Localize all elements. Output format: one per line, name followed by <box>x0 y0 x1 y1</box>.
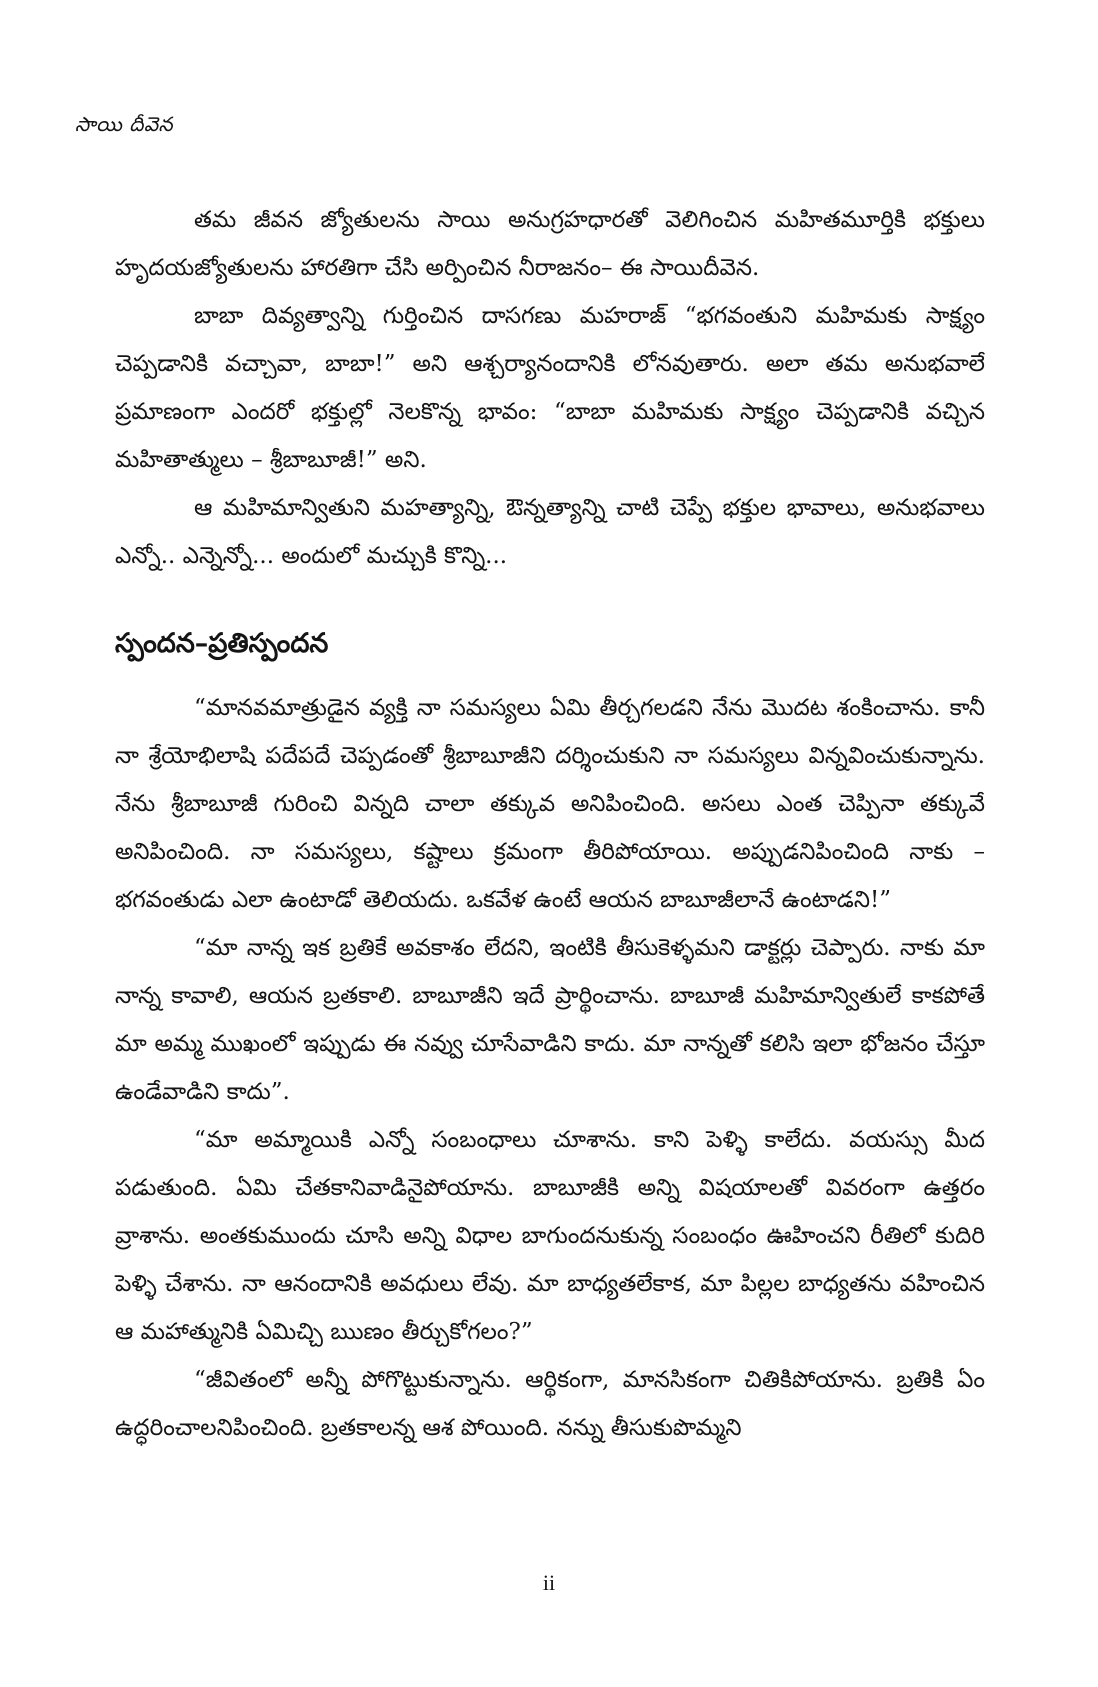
intro-paragraph: బాబా దివ్యత్వాన్ని గుర్తించిన దాసగణు మహరాజ్ “భగవంతుని మహిమకు సాక్ష్యం చెప్పడానికి వచ్చావా, బాబా!” అని ఆశ్చర్యానందానికి లోనవుతారు. అలా తమ అనుభవాలే ప్రమాణంగా ఎందరో భక్తుల్లో నెలకొన్న భావం: “బాబా మహిమకు సాక్ష్యం చెప్పడానికి వచ్చిన మహితాత్ములు – శ్రీబాబూజీ!” అని. <box>115 303 985 473</box>
page-number: ii <box>542 1570 556 1595</box>
running-header-title: సాయి దీవెన <box>75 112 174 136</box>
intro-paragraph: తమ జీవన జ్యోతులను సాయి అనుగ్రహధారతో వెలిగించిన మహితమూర్తికి భక్తులు హృదయజ్యోతులను హారతిగా చేసి అర్పించిన నీరాజనం– ఈ సాయిదీవెన. <box>115 207 985 281</box>
page-body <box>115 196 985 1452</box>
testimonial-paragraph: “మానవమాత్రుడైన వ్యక్తి నా సమస్యలు ఏమి తీర్చగలడని నేను మొదట శంకించాను. కానీ నా శ్రేయోభిలాషి పదేపదే చెప్పడంతో శ్రీబాబూజీని దర్శించుకుని నా సమస్యలు విన్నవించుకున్నాను. నేను శ్రీబాబూజీ గురించి విన్నది చాలా తక్కువ అనిపించింది. అసలు ఎంత చెప్పినా తక్కువే అనిపించింది. నా సమస్యలు, కష్టాలు క్రమంగా తీరిపోయాయి. అప్పుడనిపించింది నాకు – భగవంతుడు ఎలా ఉంటాడో తెలియదు. ఒకవేళ ఉంటే ఆయన బాబూజీలానే ఉంటాడని!” <box>115 695 985 913</box>
testimonial-paragraph: “జీవితంలో అన్నీ పోగొట్టుకున్నాను. ఆర్థికంగా, మానసికంగా చితికిపోయాను. బ్రతికి ఏం ఉద్ధరించాలనిపించింది. బ్రతకాలన్న ఆశ పోయింది. నన్ను తీసుకుపొమ్మని <box>115 1367 985 1441</box>
testimonial-paragraph: “మా అమ్మాయికి ఎన్నో సంబంధాలు చూశాను. కాని పెళ్ళి కాలేదు. వయస్సు మీద పడుతుంది. ఏమి చేతకానివాడినైపోయాను. బాబూజీకి అన్ని విషయాలతో వివరంగా ఉత్తరం వ్రాశాను. అంతకుముందు చూసి అన్ని విధాల బాగుందనుకున్న సంబంధం ఊహించని రీతిలో కుదిరి పెళ్ళి చేశాను. నా ఆనందానికి అవధులు లేవు. మా బాధ్యతలేకాక, మా పిల్లల బాధ్యతను వహించిన ఆ మహాత్మునికి ఏమిచ్చి ఋణం తీర్చుకోగలం?” <box>115 1127 985 1345</box>
intro-paragraph: ఆ మహిమాన్వితుని మహత్యాన్ని, ఔన్నత్యాన్ని చాటి చెప్పే భక్తుల భావాలు, అనుభవాలు ఎన్నో.. ఎన్నెన్నో... అందులో మచ్చుకి కొన్ని... <box>115 495 985 569</box>
section-heading: స్పందన–ప్రతిస్పందన <box>115 628 329 659</box>
testimonial-paragraph: “మా నాన్న ఇక బ్రతికే అవకాశం లేదని, ఇంటికి తీసుకెళ్ళమని డాక్టర్లు చెప్పారు. నాకు మా నాన్న కావాలి, ఆయన బ్రతకాలి. బాబూజీని ఇదే ప్రార్థించాను. బాబూజీ మహిమాన్వితులే కాకపోతే మా అమ్మ ముఖంలో ఇప్పుడు ఈ నవ్వు చూసేవాడిని కాదు. మా నాన్నతో కలిసి ఇలా భోజనం చేస్తూ ఉండేవాడిని కాదు”. <box>115 935 985 1105</box>
